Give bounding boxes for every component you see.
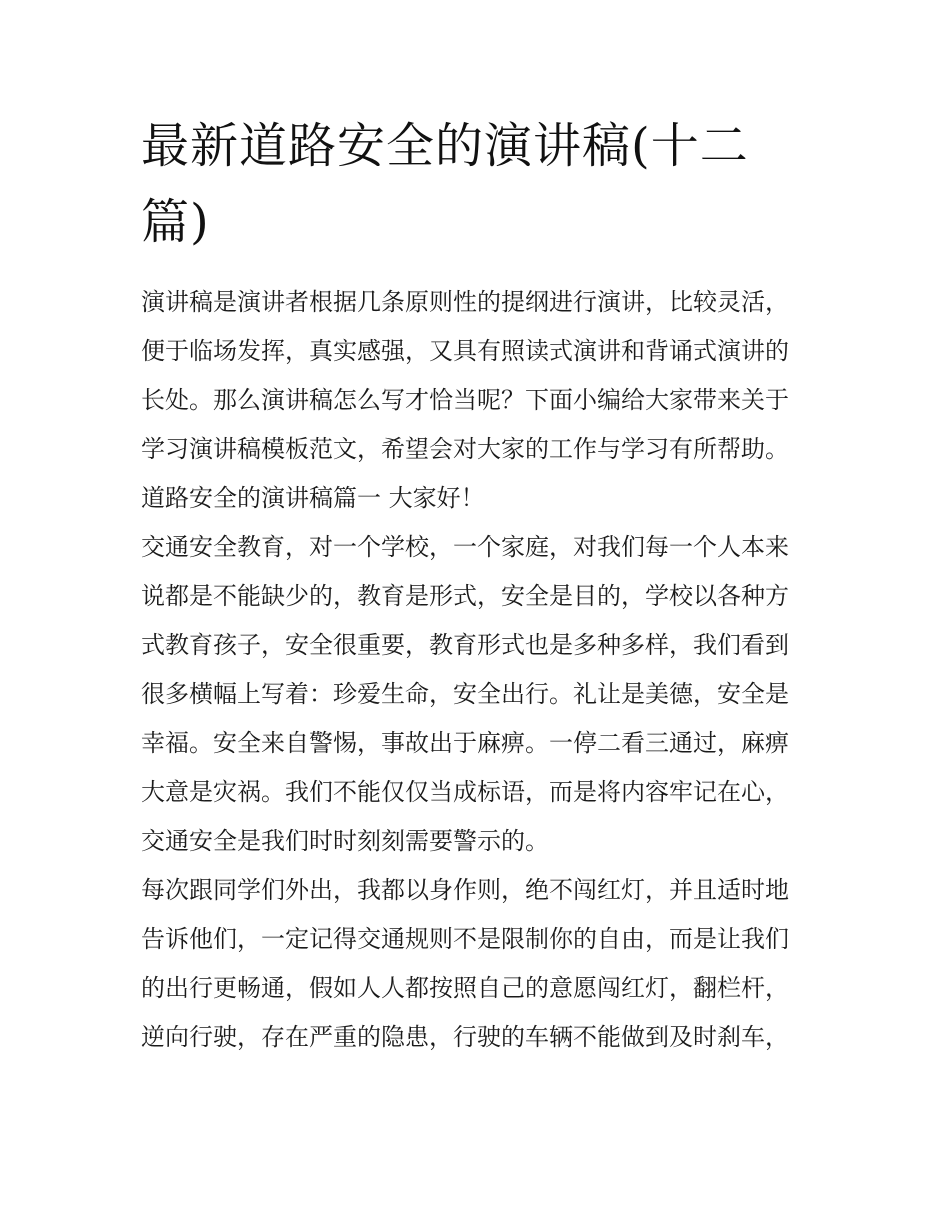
body-line: 便于临场发挥，真实感强，又具有照读式演讲和背诵式演讲的 xyxy=(141,337,789,365)
document-title xyxy=(141,108,821,260)
body-line: 学习演讲稿模板范文，希望会对大家的工作与学习有所帮助。 xyxy=(141,435,789,463)
body-line: 很多横幅上写着：珍爱生命，安全出行。礼让是美德，安全是 xyxy=(141,680,789,708)
section-heading-line: 道路安全的演讲稿篇一 大家好！ xyxy=(141,484,485,512)
body-line: 告诉他们，一定记得交通规则不是限制你的自由，而是让我们 xyxy=(141,925,789,953)
body-line: 幸福。安全来自警惕，事故出于麻痹。一停二看三通过，麻痹 xyxy=(141,729,789,757)
body-line: 演讲稿是演讲者根据几条原则性的提纲进行演讲，比较灵活， xyxy=(141,288,789,316)
body-line: 交通安全是我们时时刻刻需要警示的。 xyxy=(141,827,549,855)
body-line: 式教育孩子，安全很重要，教育形式也是多种多样，我们看到 xyxy=(141,631,789,659)
title-line: 篇) xyxy=(141,194,210,250)
body-line: 大意是灾祸。我们不能仅仅当成标语，而是将内容牢记在心， xyxy=(141,778,789,806)
body-line: 每次跟同学们外出，我都以身作则，绝不闯红灯，并且适时地 xyxy=(141,876,789,904)
body-line: 长处。那么演讲稿怎么写才恰当呢？下面小编给大家带来关于 xyxy=(141,386,789,414)
body-line: 说都是不能缺少的，教育是形式，安全是目的，学校以各种方 xyxy=(141,582,789,610)
document-body xyxy=(141,278,813,1062)
body-line: 逆向行驶，存在严重的隐患，行驶的车辆不能做到及时刹车， xyxy=(141,1023,789,1051)
title-line: 最新道路安全的演讲稿(十二 xyxy=(141,118,749,174)
body-line: 交通安全教育，对一个学校，一个家庭，对我们每一个人本来 xyxy=(141,533,789,561)
body-line: 的出行更畅通，假如人人都按照自己的意愿闯红灯，翻栏杆， xyxy=(141,974,789,1002)
